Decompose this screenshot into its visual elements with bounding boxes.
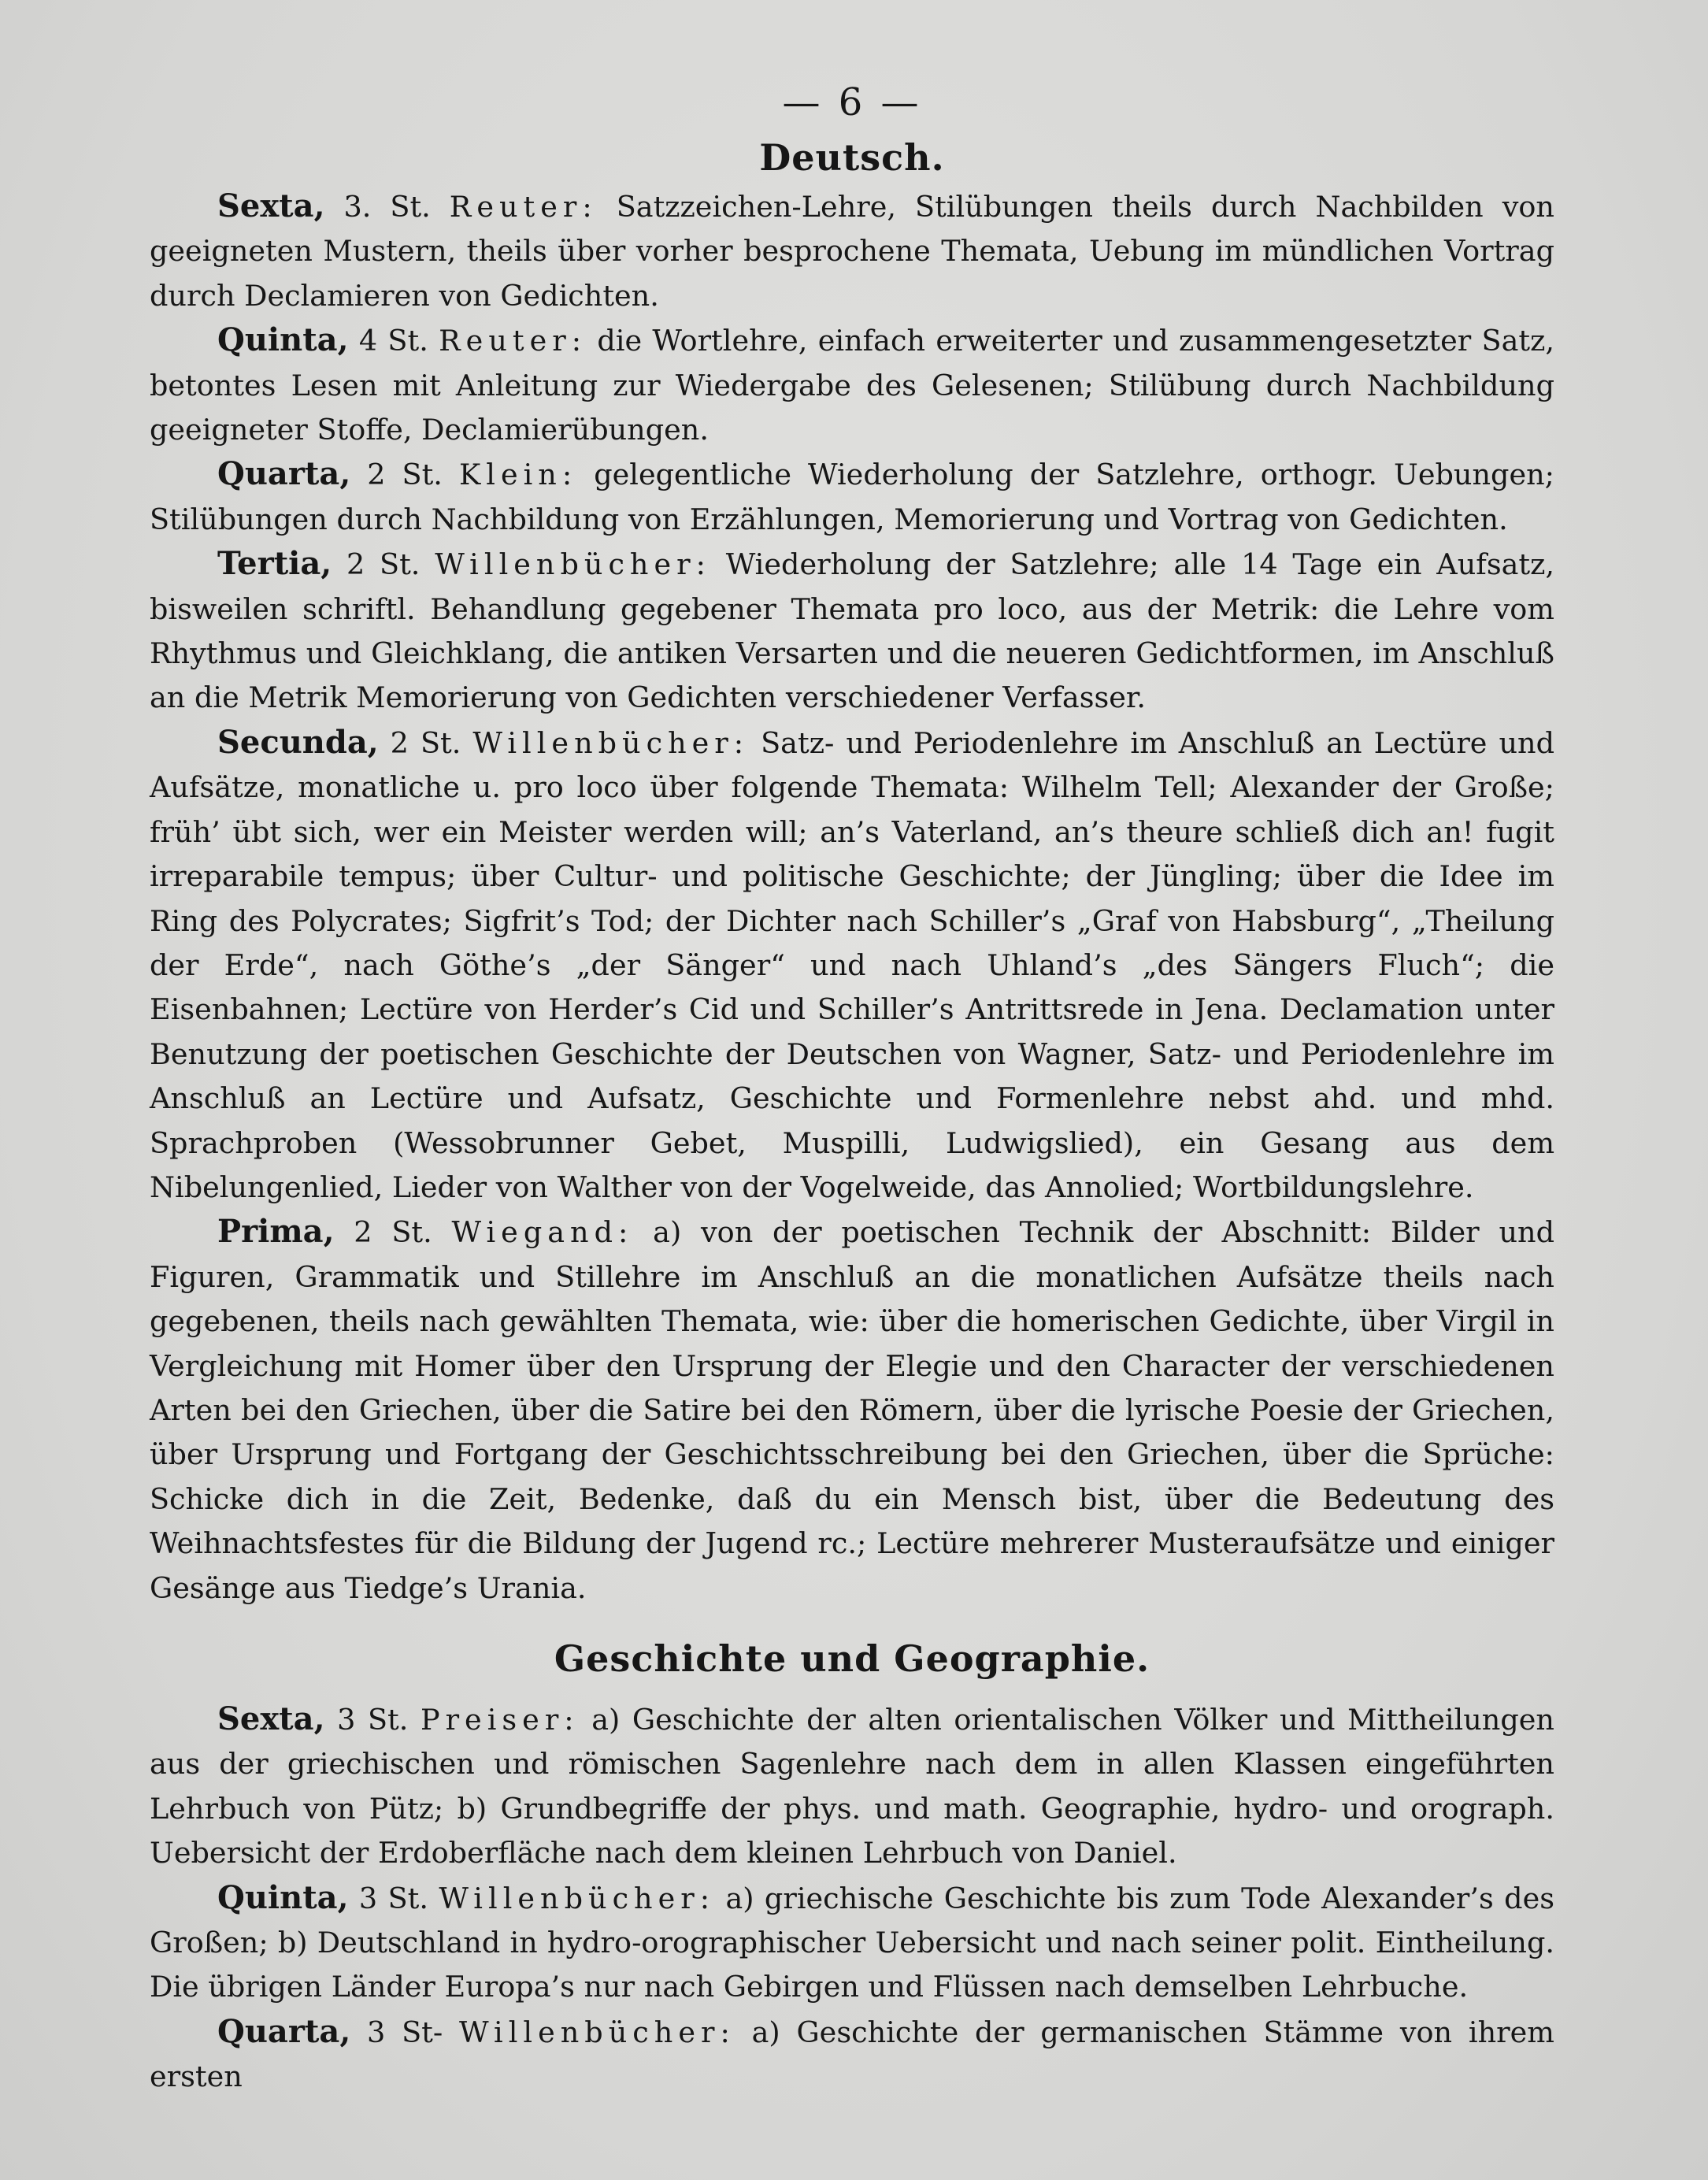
class-name: Quarta, bbox=[217, 2012, 351, 2050]
hours: 3 St. bbox=[348, 1881, 439, 1915]
teacher-name: Reuter: bbox=[449, 190, 598, 224]
teacher-name: Wiegand: bbox=[451, 1215, 634, 1250]
class-name: Quarta, bbox=[217, 455, 351, 493]
class-name: Quinta, bbox=[217, 321, 349, 359]
page-number: — 6 — bbox=[782, 80, 922, 124]
entry-text: a) Geschichte der germanischen Stämme von ihrem ersten bbox=[150, 2015, 1554, 2094]
class-name: Sexta, bbox=[217, 1700, 325, 1737]
entry-geschichte-quarta bbox=[150, 2010, 1554, 2100]
entry-geschichte-quinta bbox=[150, 1876, 1554, 2010]
entry-deutsch-prima bbox=[150, 1210, 1554, 1611]
hours: 3 St. bbox=[324, 1703, 421, 1737]
teacher-name: Klein: bbox=[458, 458, 578, 492]
teacher-name: Preiser: bbox=[420, 1703, 580, 1737]
entry-deutsch-quinta bbox=[150, 318, 1554, 452]
section-title-geschichte: Geschichte und Geographie. bbox=[554, 1637, 1150, 1680]
entry-text: die Wortlehre, einfach erweiterter und zusammengesetzter Satz, betontes Lesen mit Anleitung zur Wiedergabe des Gelesenen; Stilübung durch Nachbildung geeigneter Stoffe, Declamierübungen. bbox=[150, 324, 1554, 447]
class-name: Sexta, bbox=[217, 187, 325, 224]
entry-text: a) griechische Geschichte bis zum Tode Alexander’s des Großen; b) Deutschland in hydro-orographischer Uebersicht und nach seiner polit. Eintheilung. Die übrigen Länder Europa’s nur nach Gebirgen und Flüssen nach demselben Lehrbuche. bbox=[150, 1881, 1555, 2004]
teacher-name: Willenbücher: bbox=[459, 2015, 735, 2049]
section-title-deutsch: Deutsch. bbox=[759, 136, 945, 179]
teacher-name: Willenbücher: bbox=[472, 725, 750, 760]
entry-deutsch-quarta bbox=[150, 452, 1554, 542]
entry-text: Satz- und Periodenlehre im Anschluß an Lectüre und Aufsätze, monatliche u. pro loco über folgende Themata: Wilhelm Tell; Alexander der Große; früh’ übt sich, wer ein Meister werden will; an’s Vaterland, an’s theure schließ dich an! fugit irreparabile tempus; über Cultur- und politische Geschichte; der Jüngling; über die Idee im Ring des Polycrates; Sigfrit’s Tod; der Dichter nach Schiller’s „Graf von Habsburg“, „Theilung der Erde“, nach Göthe’s „der Sänger“ und nach Uhland’s „des Sängers Fluch“; die Eisenbahnen; Lectüre von Herder’s Cid und Schiller’s Antrittsrede in Jena. Declamation unter Benutzung der poetischen Geschichte der Deutschen von Wagner, Satz- und Periodenlehre im Anschluß an Lectüre und Aufsatz, Geschichte und Formenlehre nebst ahd. und mhd. Sprachproben (Wessobrunner Gebet, Muspilli, Ludwigslied), ein Gesang aus dem Nibelungenlied, Lieder von Walther von der Vogelweide, das Annolied; Wortbildungslehre. bbox=[150, 725, 1554, 1204]
teacher-name: Willenbücher: bbox=[435, 547, 711, 582]
entry-text: Wiederholung der Satzlehre; alle 14 Tage ein Aufsatz, bisweilen schriftl. Behandlung gegebener Themata pro loco, aus der Metrik: die Lehre vom Rhythmus und Gleichklang, die antiken Versarten und die neueren Gedichtformen, im Anschluß an die Metrik Memorierung von Gedichten verschiedener Verfasser. bbox=[150, 547, 1554, 715]
entry-text: gelegentliche Wiederholung der Satzlehre, orthogr. Uebungen; Stilübungen durch Nachbildung von Erzählungen, Memorierung und Vortrag von Gedichten. bbox=[150, 458, 1554, 536]
entry-geschichte-sexta bbox=[150, 1697, 1554, 1876]
hours: 4 St. bbox=[348, 324, 439, 358]
entry-text: Satzzeichen-Lehre, Stilübungen theils durch Nachbilden von geeigneten Mustern, theils über vorher besprochene Themata, Uebung im mündlichen Vortrag durch Declamieren von Gedichten. bbox=[150, 190, 1554, 313]
hours: 2 St. bbox=[350, 458, 459, 492]
hours: 2 St. bbox=[332, 547, 435, 582]
class-name: Quinta, bbox=[217, 1878, 349, 1916]
class-name: Tertia, bbox=[217, 545, 332, 583]
teacher-name: Willenbücher: bbox=[439, 1881, 716, 1915]
teacher-name: Reuter: bbox=[439, 324, 587, 358]
hours: 2 St. bbox=[334, 1215, 452, 1250]
entry-deutsch-secunda bbox=[150, 721, 1554, 1210]
entry-deutsch-sexta bbox=[150, 184, 1554, 318]
entry-deutsch-tertia bbox=[150, 542, 1554, 721]
hours: 3. St. bbox=[324, 190, 450, 224]
entry-text: a) Geschichte der alten orientalischen Völker und Mittheilungen aus der griechischen und römischen Sagenlehre nach dem in allen Klassen eingeführten Lehrbuch von Pütz; b) Grundbegriffe der phys. und math. Geographie, hydro- und orograph. Uebersicht der Erdoberfläche nach dem kleinen Lehrbuch von Daniel. bbox=[150, 1703, 1554, 1870]
entry-text: a) von der poetischen Technik der Abschnitt: Bilder und Figuren, Grammatik und Stillehre im Anschluß an die monatlichen Aufsätze theils nach gegebenen, theils nach gewählten Themata, wie: über die homerischen Gedichte, über Virgil in Vergleichung mit Homer über den Ursprung der Elegie und den Character der verschiedenen Arten bei den Griechen, über die Satire bei den Römern, über die lyrische Poesie der Griechen, über Ursprung und Fortgang der Geschichtsschreibung bei den Griechen, über die Sprüche: Schicke dich in die Zeit, Bedenke, daß du ein Mensch bist, über die Bedeutung des Weihnachtsfestes für die Bildung der Jugend rc.; Lectüre mehrerer Musteraufsätze und einiger Gesänge aus Tiedge’s Urania. bbox=[150, 1215, 1554, 1605]
hours: 3 St- bbox=[350, 2015, 460, 2049]
class-name: Prima, bbox=[217, 1213, 335, 1251]
class-name: Secunda, bbox=[217, 723, 379, 761]
hours: 2 St. bbox=[378, 725, 473, 760]
